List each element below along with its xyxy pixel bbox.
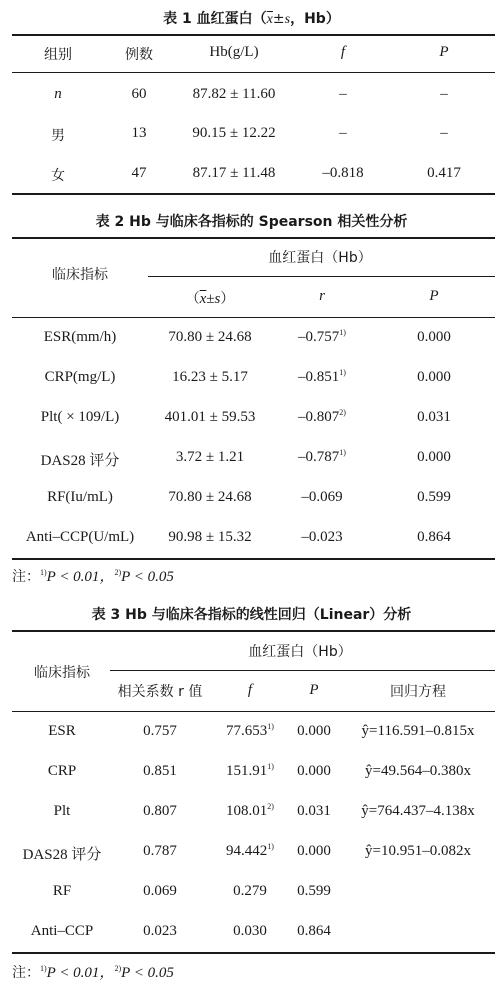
table2-note-prefix: 注： [12, 569, 40, 585]
table2-sub-mean-open: （ [185, 291, 200, 307]
table3-note-text2: P < 0.05 [121, 965, 174, 981]
table2-row1-p: 0.000 [417, 329, 451, 345]
table2-row5-p: 0.599 [417, 489, 451, 505]
table2-row5-mean: 70.80 ± 24.68 [168, 489, 252, 505]
table2-row3-name: Plt( × 109/L) [40, 409, 120, 425]
table2-row4-mean: 3.72 ± 1.21 [175, 449, 245, 465]
table2-row3-r-sup: 2) [339, 408, 346, 417]
table3-row3-coef: 0.807 [143, 803, 177, 819]
table3-row1-name: ESR [48, 723, 76, 739]
table2-sub-mean [186, 288, 235, 308]
table1-caption-s: s [284, 12, 291, 27]
table2-row5-name: RF(Iu/mL) [47, 489, 113, 505]
table2-row4-name: DAS28 评分 [40, 453, 120, 469]
table2-caption: 表 2 Hb 与临床各指标的 Spearson 相关性分析 [95, 214, 408, 230]
table1-row1-f: – [339, 86, 347, 102]
table2-row2-r-value: –0.851 [298, 369, 340, 385]
table2-row1-r-sup: 1) [339, 328, 346, 337]
table3-row2-name: CRP [47, 763, 77, 779]
table2-note-sup1: 1) [40, 568, 47, 577]
table3-row4-coef: 0.787 [143, 843, 177, 859]
table2-row1-r [298, 329, 346, 346]
table2-row2-r [298, 369, 346, 386]
table2-sub-mean-pm: ± [206, 291, 215, 307]
table3-row4-f-value: 94.442 [226, 843, 268, 859]
table2-row5-r: –0.069 [301, 489, 343, 505]
table2-row2-r-sup: 1) [339, 368, 346, 377]
table1-caption [0, 8, 503, 28]
table2-bottom-rule [12, 558, 495, 560]
table2-sub-mean-x: $\overline{x}$ [199, 291, 207, 307]
table3-row2-p: 0.000 [297, 763, 331, 779]
table3-row1-p: 0.000 [297, 723, 331, 739]
table1-row1-group: n [54, 86, 62, 102]
table2-group-rule [148, 276, 495, 277]
table1-row2-hb: 90.15 ± 12.22 [192, 125, 276, 141]
table3-row4-eq: ŷ=10.951–0.082x [365, 843, 471, 859]
table3-row2-f-sup: 1) [267, 762, 274, 771]
table2-note-text1: P < 0.01， [46, 569, 115, 585]
table3-row5-name: RF [52, 883, 72, 899]
table2-sub-r: r [319, 288, 325, 304]
table3-header-clinical: 临床指标 [34, 665, 90, 681]
table2-row6-p: 0.864 [417, 529, 451, 545]
table2-row4-r [298, 449, 346, 466]
table2-row3-mean: 401.01 ± 59.53 [164, 409, 256, 425]
table3-row3-name: Plt [53, 803, 71, 819]
table3-row3-f [226, 803, 274, 820]
table3-row3-p: 0.031 [297, 803, 331, 819]
table3-note-prefix: 注： [12, 965, 40, 981]
table2-note-sup2: 2) [114, 568, 122, 577]
table2-row2-name: CRP(mg/L) [44, 369, 116, 385]
table1-row2-group: 男 [51, 128, 65, 144]
table3-note [12, 961, 174, 982]
table2-row4-r-value: –0.787 [298, 449, 340, 465]
table1-row2-p: – [440, 125, 448, 141]
table3-note-text1: P < 0.01， [46, 965, 115, 981]
table3-row1-f-value: 77.653 [226, 723, 268, 739]
table2-row2-p: 0.000 [417, 369, 451, 385]
table1-row2-count: 13 [131, 125, 147, 141]
table2-row3-r [298, 409, 346, 426]
table3-row6-name: Anti–CCP [30, 923, 94, 939]
table3-row1-f-sup: 1) [267, 722, 274, 731]
table2-row1-name: ESR(mm/h) [43, 329, 117, 345]
table1-row3-count: 47 [131, 165, 147, 181]
table3-header-group: 血红蛋白（Hb） [248, 644, 352, 660]
table3-row6-coef: 0.023 [143, 923, 177, 939]
table1-header-f: f [340, 44, 346, 60]
table3-sub-f: f [247, 682, 253, 698]
table2-row6-r: –0.023 [301, 529, 343, 545]
table1-row3-hb: 87.17 ± 11.48 [192, 165, 276, 181]
table3-row4-f-sup: 1) [267, 842, 274, 851]
table2-sub-mean-s: s [214, 291, 221, 307]
table3-row4-f [226, 843, 274, 860]
table1-row3-p: 0.417 [427, 165, 461, 181]
table3-row2-eq: ŷ=49.564–0.380x [365, 763, 471, 779]
table2-header-rule [12, 317, 495, 318]
table1-top-rule [12, 34, 495, 36]
table3-top-rule [12, 630, 495, 632]
table2-top-rule [12, 237, 495, 239]
table2-header-clinical: 临床指标 [52, 267, 108, 283]
table1-caption-suffix: ，Hb） [290, 11, 340, 27]
table2-row4-r-sup: 1) [339, 448, 346, 457]
table2-note-text2: P < 0.05 [121, 569, 174, 585]
table1-header-hb: Hb(g/L) [209, 44, 259, 60]
table3-row4-p: 0.000 [297, 843, 331, 859]
table1-header-count: 例数 [125, 47, 153, 63]
table1-row2-f: – [339, 125, 347, 141]
table1-bottom-rule [12, 193, 495, 195]
table2-row1-mean: 70.80 ± 24.68 [168, 329, 252, 345]
table1-row3-f: –0.818 [322, 165, 364, 181]
table3-row2-f [226, 763, 274, 780]
table3-row1-f [226, 723, 274, 740]
table3-bottom-rule [12, 952, 495, 954]
table3-caption: 表 3 Hb 与临床各指标的线性回归（Linear）分析 [91, 607, 412, 623]
table2-row6-name: Anti–CCP(U/mL) [25, 529, 135, 545]
table2-header-group: 血红蛋白（Hb） [268, 250, 372, 266]
table3-row3-eq: ŷ=764.437–4.138x [361, 803, 475, 819]
table3-row3-f-value: 108.01 [226, 803, 268, 819]
table1-header-p: P [439, 44, 449, 60]
table1-row1-count: 60 [131, 86, 147, 102]
table3-header-rule [12, 711, 495, 712]
table3-sub-p: P [309, 682, 319, 698]
table3-row6-f: 0.030 [233, 923, 267, 939]
table1-caption-prefix: 表 1 血红蛋白（ [163, 11, 267, 27]
table1-row3-group: 女 [51, 168, 65, 184]
table2-row2-mean: 16.23 ± 5.17 [172, 369, 248, 385]
table3-row2-f-value: 151.91 [226, 763, 268, 779]
table3-row5-coef: 0.069 [143, 883, 177, 899]
table2-sub-p: P [429, 288, 439, 304]
table3-row1-eq: ŷ=116.591–0.815x [361, 723, 475, 739]
table3-row4-name: DAS28 评分 [22, 847, 102, 863]
table2-row6-mean: 90.98 ± 15.32 [168, 529, 252, 545]
table3-row5-f: 0.279 [233, 883, 267, 899]
table3-row2-coef: 0.851 [143, 763, 177, 779]
table3-row1-coef: 0.757 [143, 723, 177, 739]
table3-note-sup2: 2) [114, 964, 122, 973]
table3-note-sup1: 1) [40, 964, 47, 973]
table3-sub-coef: 相关系数 r 值 [117, 684, 203, 700]
table2-row3-r-value: –0.807 [298, 409, 340, 425]
table1-caption-xbar: $\overline{x}$ [266, 12, 273, 27]
table1-row1-p: – [440, 86, 448, 102]
table2-row4-p: 0.000 [417, 449, 451, 465]
table2-row1-r-value: –0.757 [298, 329, 340, 345]
table3-row6-p: 0.864 [297, 923, 331, 939]
table3-row5-p: 0.599 [297, 883, 331, 899]
table3-group-rule [110, 670, 495, 671]
table1-caption-pm: ± [272, 11, 285, 27]
table1-header-rule [12, 72, 495, 73]
table1-header-group: 组别 [44, 47, 72, 63]
table1-row1-hb: 87.82 ± 11.60 [192, 86, 276, 102]
table2-row3-p: 0.031 [417, 409, 451, 425]
table2-sub-mean-close: ） [220, 291, 235, 307]
table3-row3-f-sup: 2) [267, 802, 274, 811]
table3-sub-eq: 回归方程 [390, 684, 446, 700]
table2-note [12, 565, 174, 586]
